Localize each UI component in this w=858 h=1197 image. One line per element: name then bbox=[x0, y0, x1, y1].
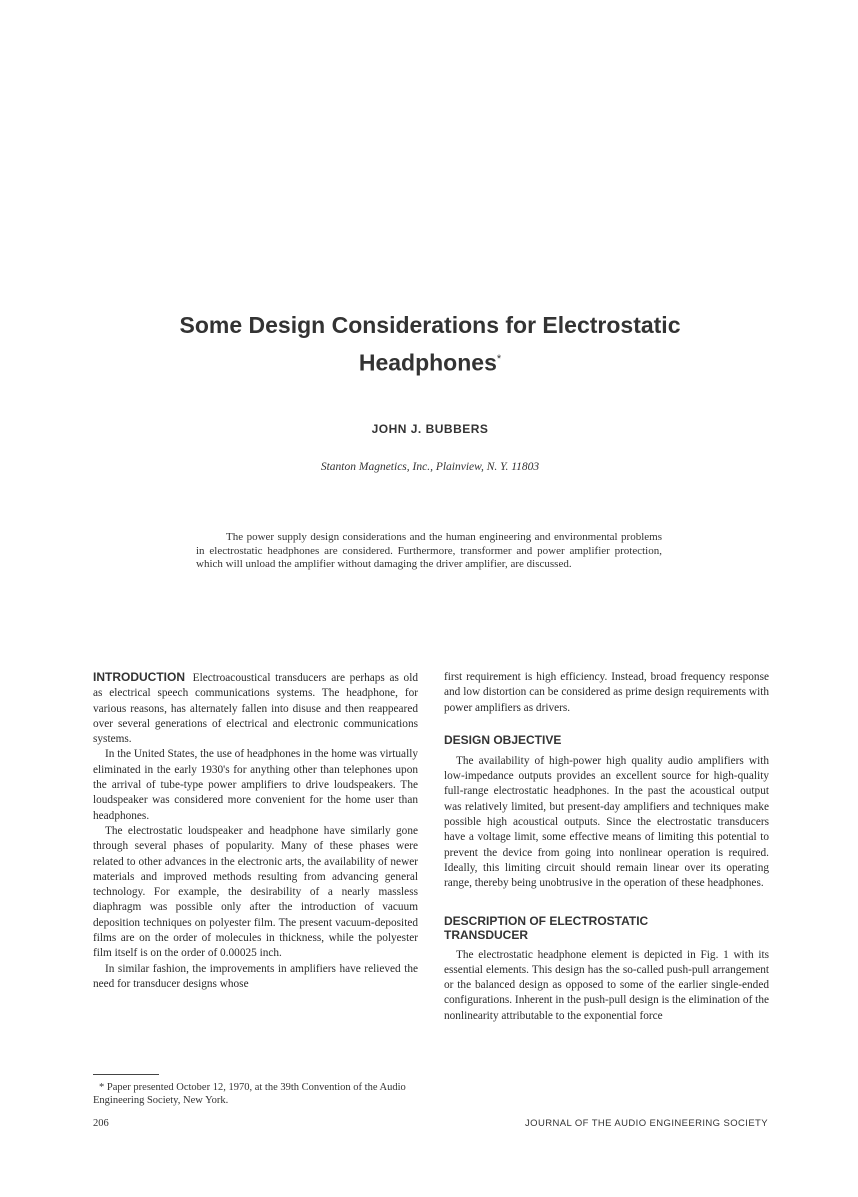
body-paragraph: The electrostatic headphone element is depicted in Fig. 1 with its essential elements. This design has the so-called push-pull arrangement or the balanced design as opposed to some of the earlier single-ended configurations. Inherent in the push-pull design is the elimination of the nonlinearity attributable to the exponential force bbox=[444, 948, 769, 1022]
title-line-1: Some Design Considerations for Electrostatic bbox=[179, 312, 681, 338]
body-paragraph: The electrostatic loudspeaker and headphone have similarly gone through several phases of popularity. Many of these phases were related to other advances in the electronic arts, the availability of newer materials and improved methods resulting from advancing general technology. For example, the desirability of a nearly massless diaphragm was possible only after the introduction of vacuum deposition techniques on polyester film. The present vacuum-deposited films are on the order of molecules in thickness, while the polyester film itself is on the order of 0.00025 inch. bbox=[93, 824, 418, 960]
journal-name: JOURNAL OF THE AUDIO ENGINEERING SOCIETY bbox=[525, 1118, 768, 1129]
section-heading-line-1: DESCRIPTION OF ELECTROSTATIC bbox=[444, 913, 649, 928]
right-column bbox=[444, 670, 769, 1024]
body-paragraph: In similar fashion, the improvements in amplifiers have relieved the need for transducer designs whose bbox=[93, 962, 418, 990]
page-number: 206 bbox=[93, 1118, 109, 1129]
title-line-2-text: Headphones bbox=[358, 349, 497, 376]
title-footnote-mark: * bbox=[496, 353, 502, 365]
intro-paragraph bbox=[93, 670, 418, 747]
body-paragraph: In the United States, the use of headphones in the home was virtually eliminated in the early 1930's for anything other than telephones upon the arrival of tube-type power amplifiers to drive loudspeakers. The loudspeaker was considered more convenient for the home user than headphones. bbox=[93, 748, 418, 822]
footnote: * Paper presented October 12, 1970, at the 39th Convention of the Audio Engineering Society, New York. bbox=[93, 1082, 406, 1106]
author-affiliation: Stanton Magnetics, Inc., Plainview, N. Y. 11803 bbox=[320, 461, 540, 473]
body-paragraph-continued: first requirement is high efficiency. Instead, broad frequency response and low distortion can be considered as prime design requirements with power amplifiers as drivers. bbox=[444, 671, 769, 714]
article-title bbox=[100, 308, 760, 380]
left-column bbox=[93, 670, 418, 992]
abstract: The power supply design considerations and the human engineering and environmental problems in electrostatic headphones are considered. Furthermore, transformer and power amplifier protection, which will unload the amplifier without damaging the driver amplifier, are discussed. bbox=[196, 531, 662, 571]
footnote-rule bbox=[93, 1074, 159, 1075]
introduction-heading: INTRODUCTION bbox=[93, 670, 185, 684]
body-paragraph: The availability of high-power high quality audio amplifiers with low-impedance outputs provides an excellent source for high-quality full-range electrostatic headphones. In the past the acoustical output was relatively limited, but present-day amplifiers and techniques make possible high acoustical outputs. Since the electrostatic transducers have a voltage limit, some effective means of limiting this potential to prevent the device from going into nonlinear operation is required. Ideally, this limiting circuit should remain linear over its operating range, thereby being unobtrusive in the operation of these headphones. bbox=[444, 754, 769, 890]
section-heading-description bbox=[444, 914, 769, 942]
section-heading-line-2: TRANSDUCER bbox=[444, 927, 528, 942]
author-name: JOHN J. BUBBERS bbox=[371, 422, 489, 436]
section-heading-design-objective: DESIGN OBJECTIVE bbox=[444, 732, 562, 747]
title-line-2 bbox=[100, 342, 760, 380]
intro-paragraph-text: Electroacoustical transducers are perhaps as old as electrical speech communications systems. The headphone, for various reasons, has alternately fallen into disuse and then reappeared over several generations of electrical and electronic communications systems. bbox=[93, 672, 418, 746]
